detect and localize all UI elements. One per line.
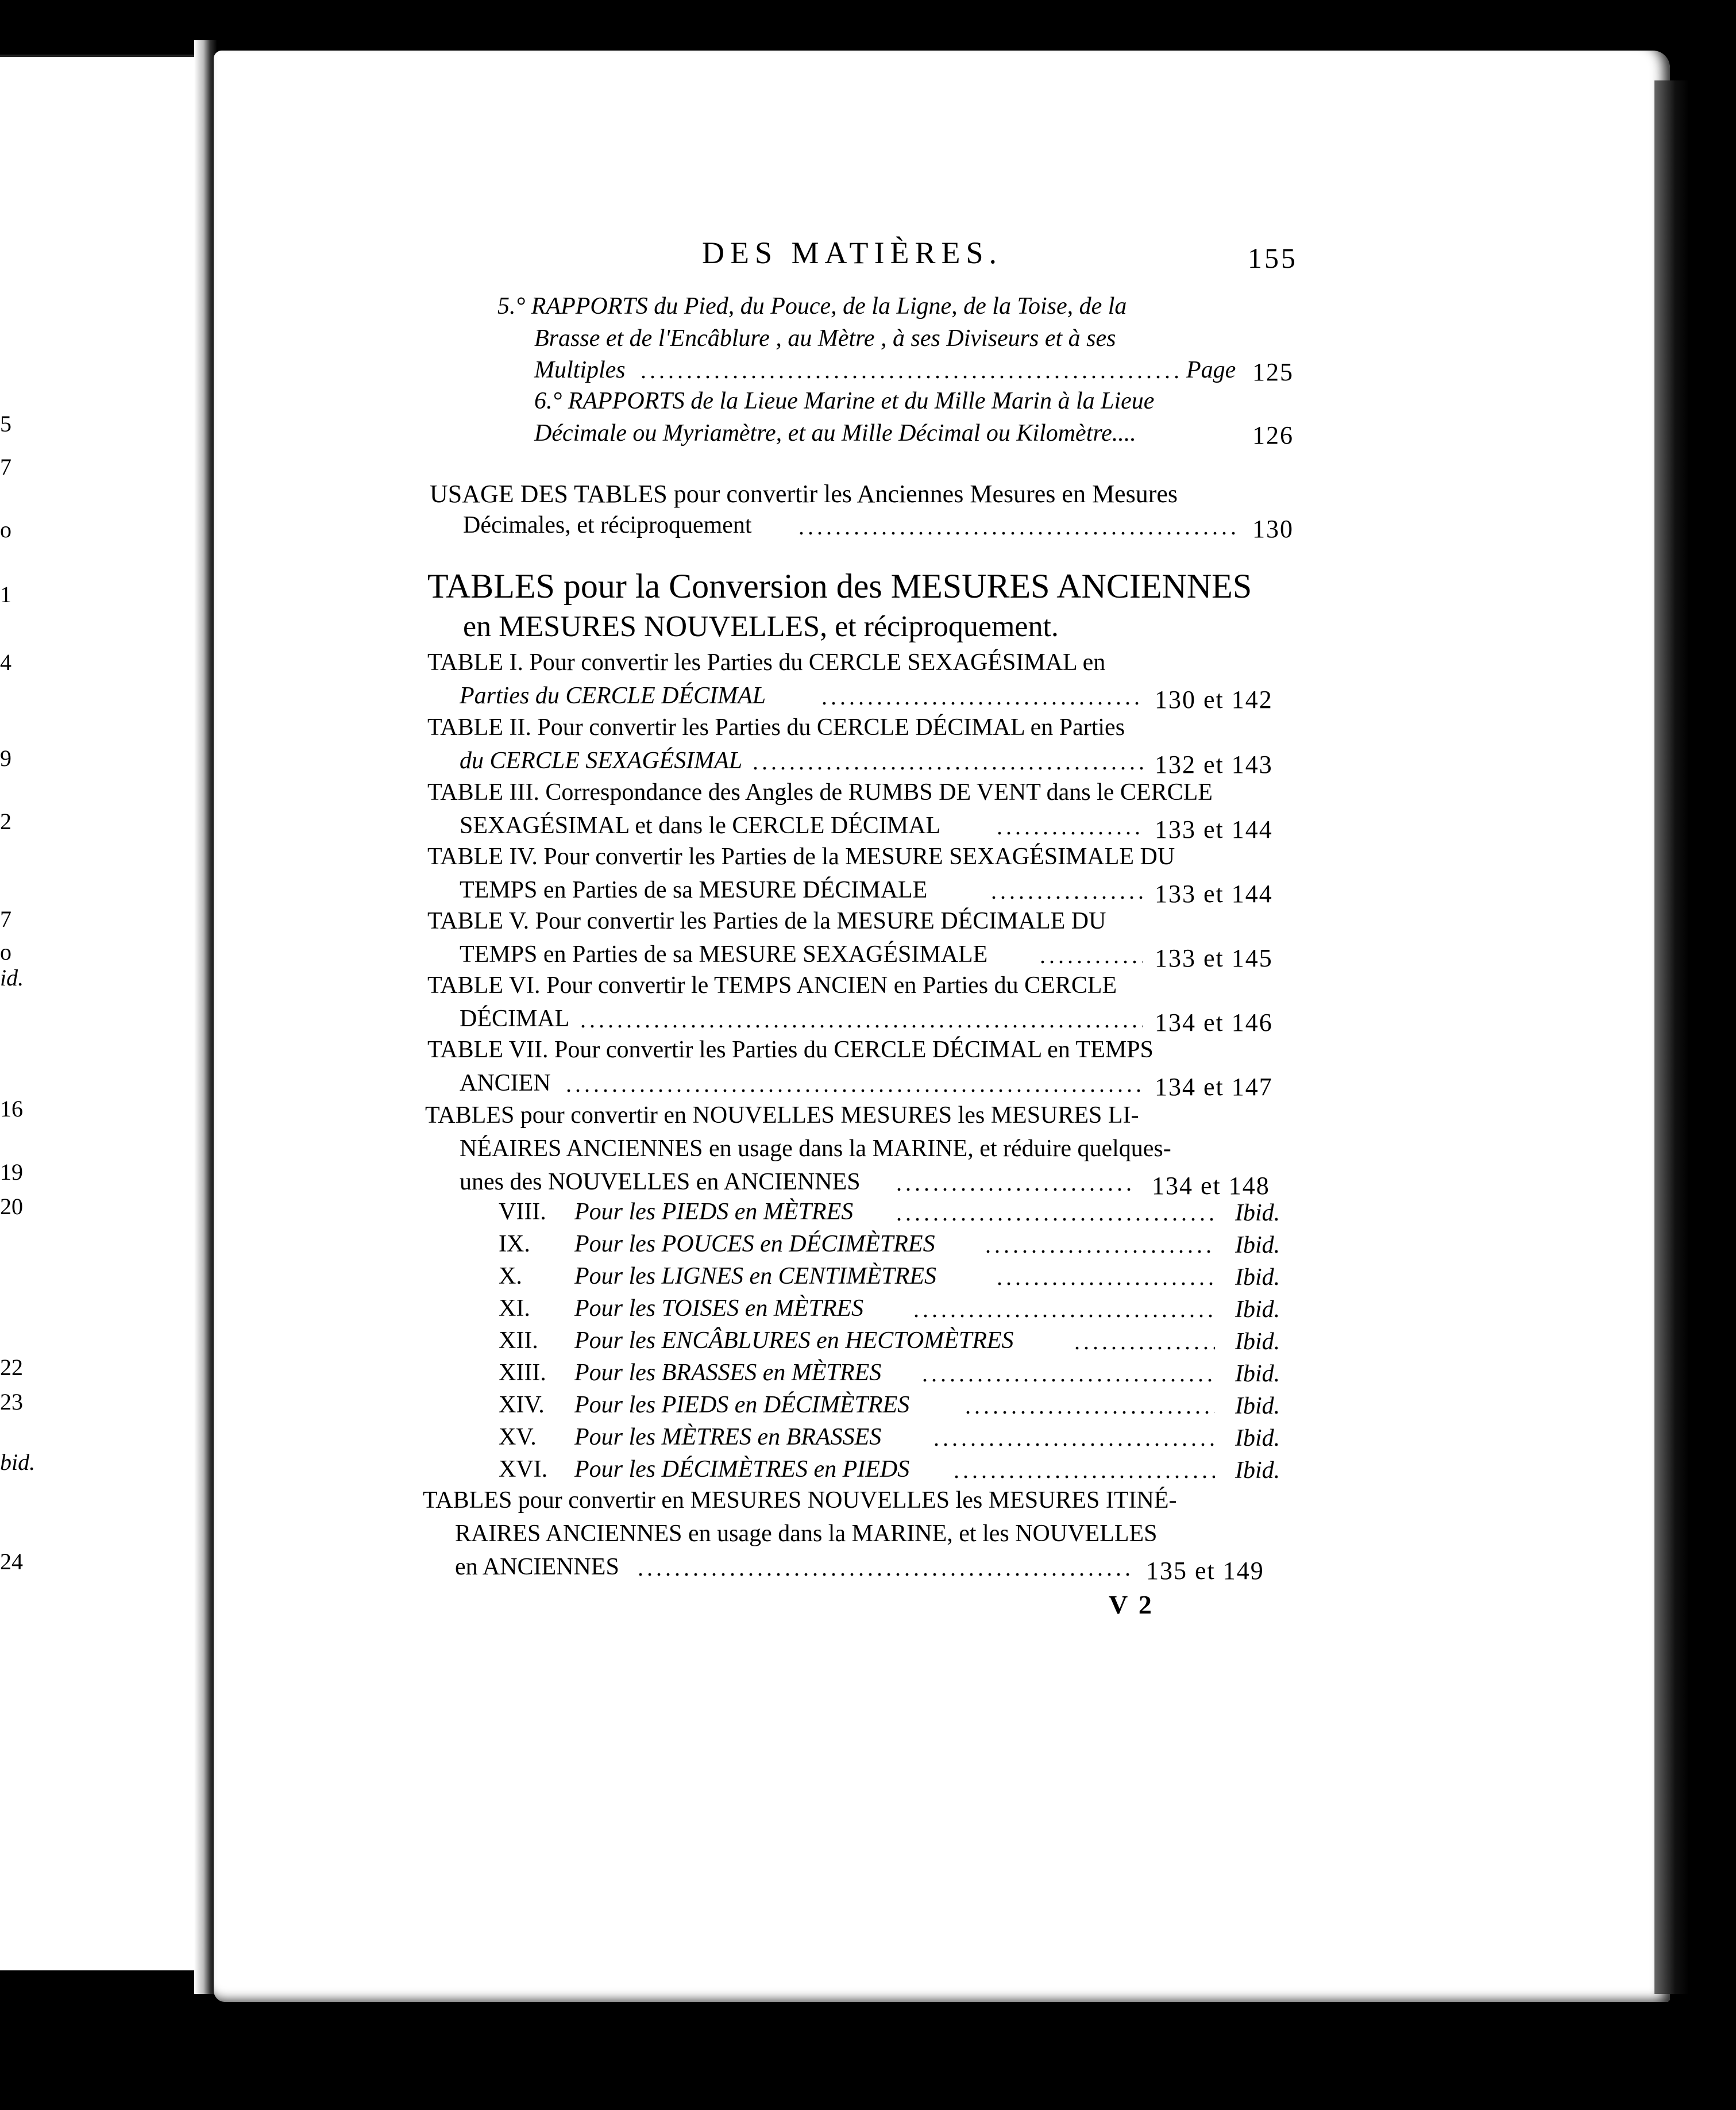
page-ref: Ibid. xyxy=(1235,1329,1280,1355)
toc-entry-text: du CERCLE SEXAGÉSIMAL xyxy=(460,748,743,774)
toc-entry-text: USAGE DES TABLES pour convertir les Anciennes Mesures en Mesures xyxy=(430,480,1178,508)
left-fragment: bid. xyxy=(0,1449,36,1475)
toc-entry-text: Brasse et de l'Encâblure , au Mètre , à ses Diviseurs et à ses xyxy=(534,325,1116,352)
dot-leader xyxy=(1040,944,1143,967)
toc-entry-text: Pour les PIEDS en DÉCIMÈTRES xyxy=(574,1392,910,1418)
toc-entry-text: Pour les ENCÂBLURES en HECTOMÈTRES xyxy=(574,1327,1014,1354)
table-numeral: XI. xyxy=(499,1295,530,1322)
left-fragment: id. xyxy=(0,965,24,991)
page-label: Page xyxy=(1186,357,1236,383)
toc-entry-text: TABLES pour convertir en NOUVELLES MESURES les MESURES LI- xyxy=(425,1102,1139,1129)
dot-leader xyxy=(997,1266,1215,1289)
left-fragment: 24 xyxy=(0,1549,23,1574)
table-numeral: IX. xyxy=(499,1231,530,1257)
page-ref: Ibid. xyxy=(1235,1425,1280,1451)
toc-entry-text: TABLE I. Pour convertir les Parties du CERCLE SEXAGÉSIMAL en xyxy=(427,649,1106,676)
dot-leader xyxy=(985,1234,1215,1257)
toc-entry-text: Pour les POUCES en DÉCIMÈTRES xyxy=(574,1231,935,1257)
toc-entry-text: Décimales, et réciproquement xyxy=(463,512,752,538)
dot-leader xyxy=(954,1459,1215,1482)
section-heading: TABLES pour la Conversion des MESURES ANCIENNES xyxy=(427,567,1252,605)
toc-entry-text: Décimale ou Myriamètre, et au Mille Décimal ou Kilomètre.... xyxy=(534,420,1136,446)
page-ref: Ibid. xyxy=(1235,1264,1280,1291)
left-fragment: 2 xyxy=(0,808,11,834)
dot-leader xyxy=(922,1362,1215,1385)
left-fragment: 22 xyxy=(0,1354,23,1380)
left-fragment: 5 xyxy=(0,411,11,437)
left-fragment: o xyxy=(0,939,11,965)
page-ref: 130 xyxy=(1252,515,1294,543)
left-fragment: 16 xyxy=(0,1096,23,1122)
table-numeral: XII. xyxy=(499,1327,538,1354)
page-ref: 125 xyxy=(1252,358,1294,386)
toc-entry-text: TABLE V. Pour convertir les Parties de la MESURE DÉCIMALE DU xyxy=(427,908,1106,934)
running-head-title: DES MATIÈRES. xyxy=(702,236,1003,270)
table-numeral: XIII. xyxy=(499,1360,546,1386)
toc-entry-text: TABLE III. Correspondance des Angles de RUMBS DE VENT dans le CERCLE xyxy=(427,779,1213,806)
page-ref: Ibid. xyxy=(1235,1200,1280,1226)
toc-entry-text: Pour les BRASSES en MÈTRES xyxy=(574,1360,882,1386)
dot-leader xyxy=(641,359,1181,382)
dot-leader xyxy=(566,1073,1143,1096)
left-fragment: 7 xyxy=(0,454,11,480)
toc-entry-text: Pour les DÉCIMÈTRES en PIEDS xyxy=(574,1456,910,1483)
left-fragment: 7 xyxy=(0,906,11,932)
left-fragment: 9 xyxy=(0,745,11,771)
page-number: 155 xyxy=(1248,242,1298,274)
page-ref: Ibid. xyxy=(1235,1296,1280,1323)
page-ref: 126 xyxy=(1252,421,1294,449)
left-fragment: 19 xyxy=(0,1159,23,1185)
toc-entry-text: TABLE II. Pour convertir les Parties du CERCLE DÉCIMAL en Parties xyxy=(427,714,1125,741)
page-ref: 133 et 145 xyxy=(1155,944,1273,972)
left-fragment: 4 xyxy=(0,649,11,675)
page-ref: 130 et 142 xyxy=(1155,686,1273,714)
toc-entry-text: Pour les PIEDS en MÈTRES xyxy=(574,1199,854,1225)
toc-entry-text: 5.° RAPPORTS du Pied, du Pouce, de la Ligne, de la Toise, de la xyxy=(497,293,1127,319)
toc-entry-text: Pour les LIGNES en CENTIMÈTRES xyxy=(574,1263,936,1289)
toc-entry-text: unes des NOUVELLES en ANCIENNES xyxy=(460,1169,861,1195)
dot-leader xyxy=(997,815,1143,838)
dot-leader xyxy=(638,1557,1132,1580)
dot-leader xyxy=(913,1298,1215,1321)
dot-leader xyxy=(798,515,1241,538)
toc-entry-text: RAIRES ANCIENNES en usage dans la MARINE, et les NOUVELLES xyxy=(455,1520,1158,1547)
dot-leader xyxy=(965,1395,1215,1418)
dot-leader xyxy=(933,1427,1215,1450)
page-ref: 134 et 146 xyxy=(1155,1008,1273,1037)
toc-entry-text: TABLE VII. Pour convertir les Parties du CERCLE DÉCIMAL en TEMPS xyxy=(427,1037,1154,1063)
dot-leader xyxy=(896,1172,1132,1195)
page-ref: 134 et 147 xyxy=(1155,1073,1273,1101)
toc-entry-text: DÉCIMAL xyxy=(460,1006,570,1032)
page-ref: Ibid. xyxy=(1235,1393,1280,1419)
table-numeral: XIV. xyxy=(499,1392,545,1418)
table-numeral: XV. xyxy=(499,1424,537,1450)
page-ref: Ibid. xyxy=(1235,1457,1280,1484)
toc-entry-text: Pour les MÈTRES en BRASSES xyxy=(574,1424,882,1450)
toc-entry-text: Parties du CERCLE DÉCIMAL xyxy=(460,683,766,709)
dot-leader xyxy=(821,686,1143,709)
page-ref: 132 et 143 xyxy=(1155,750,1273,779)
toc-entry-text: TEMPS en Parties de sa MESURE SEXAGÉSIMALE xyxy=(460,941,988,968)
page-ref: 133 et 144 xyxy=(1155,815,1273,844)
page-ref: 134 et 148 xyxy=(1152,1172,1270,1200)
toc-entry-text: ANCIEN xyxy=(460,1070,551,1096)
dot-leader xyxy=(580,1008,1143,1031)
table-numeral: XVI. xyxy=(499,1456,548,1483)
table-numeral: VIII. xyxy=(499,1199,546,1225)
page-ref: 133 et 144 xyxy=(1155,880,1273,908)
toc-entry-text: TABLES pour convertir en MESURES NOUVELLES les MESURES ITINÉ- xyxy=(423,1487,1177,1514)
dot-leader xyxy=(896,1202,1215,1225)
dot-leader xyxy=(1074,1330,1215,1353)
signature-mark: V 2 xyxy=(1109,1590,1154,1619)
toc-entry-text: Multiples xyxy=(534,357,626,383)
toc-entry-text: NÉAIRES ANCIENNES en usage dans la MARINE, et réduire quelques- xyxy=(460,1135,1171,1162)
dot-leader xyxy=(753,750,1143,773)
toc-entry-text: TABLE IV. Pour convertir les Parties de la MESURE SEXAGÉSIMALE DU xyxy=(427,844,1175,870)
left-fragment: o xyxy=(0,517,11,542)
dot-leader xyxy=(991,880,1143,903)
toc-entry-text: TABLE VI. Pour convertir le TEMPS ANCIEN en Parties du CERCLE xyxy=(427,972,1117,999)
toc-entry-text: Pour les TOISES en MÈTRES xyxy=(574,1295,864,1322)
left-fragment: 23 xyxy=(0,1389,23,1415)
toc-entry-text: en ANCIENNES xyxy=(455,1554,619,1580)
page-ref: Ibid. xyxy=(1235,1232,1280,1258)
left-fragment: 1 xyxy=(0,582,11,607)
page-ref: 135 et 149 xyxy=(1146,1557,1264,1585)
toc-entry-text: SEXAGÉSIMAL et dans le CERCLE DÉCIMAL xyxy=(460,813,941,839)
toc-entry-text: 6.° RAPPORTS de la Lieue Marine et du Mille Marin à la Lieue xyxy=(534,388,1155,414)
left-fragment: 20 xyxy=(0,1193,23,1219)
toc-entry-text: TEMPS en Parties de sa MESURE DÉCIMALE xyxy=(460,877,928,903)
section-heading: en MESURES NOUVELLES, et réciproquement. xyxy=(463,610,1059,643)
table-numeral: X. xyxy=(499,1263,522,1289)
page-ref: Ibid. xyxy=(1235,1361,1280,1387)
